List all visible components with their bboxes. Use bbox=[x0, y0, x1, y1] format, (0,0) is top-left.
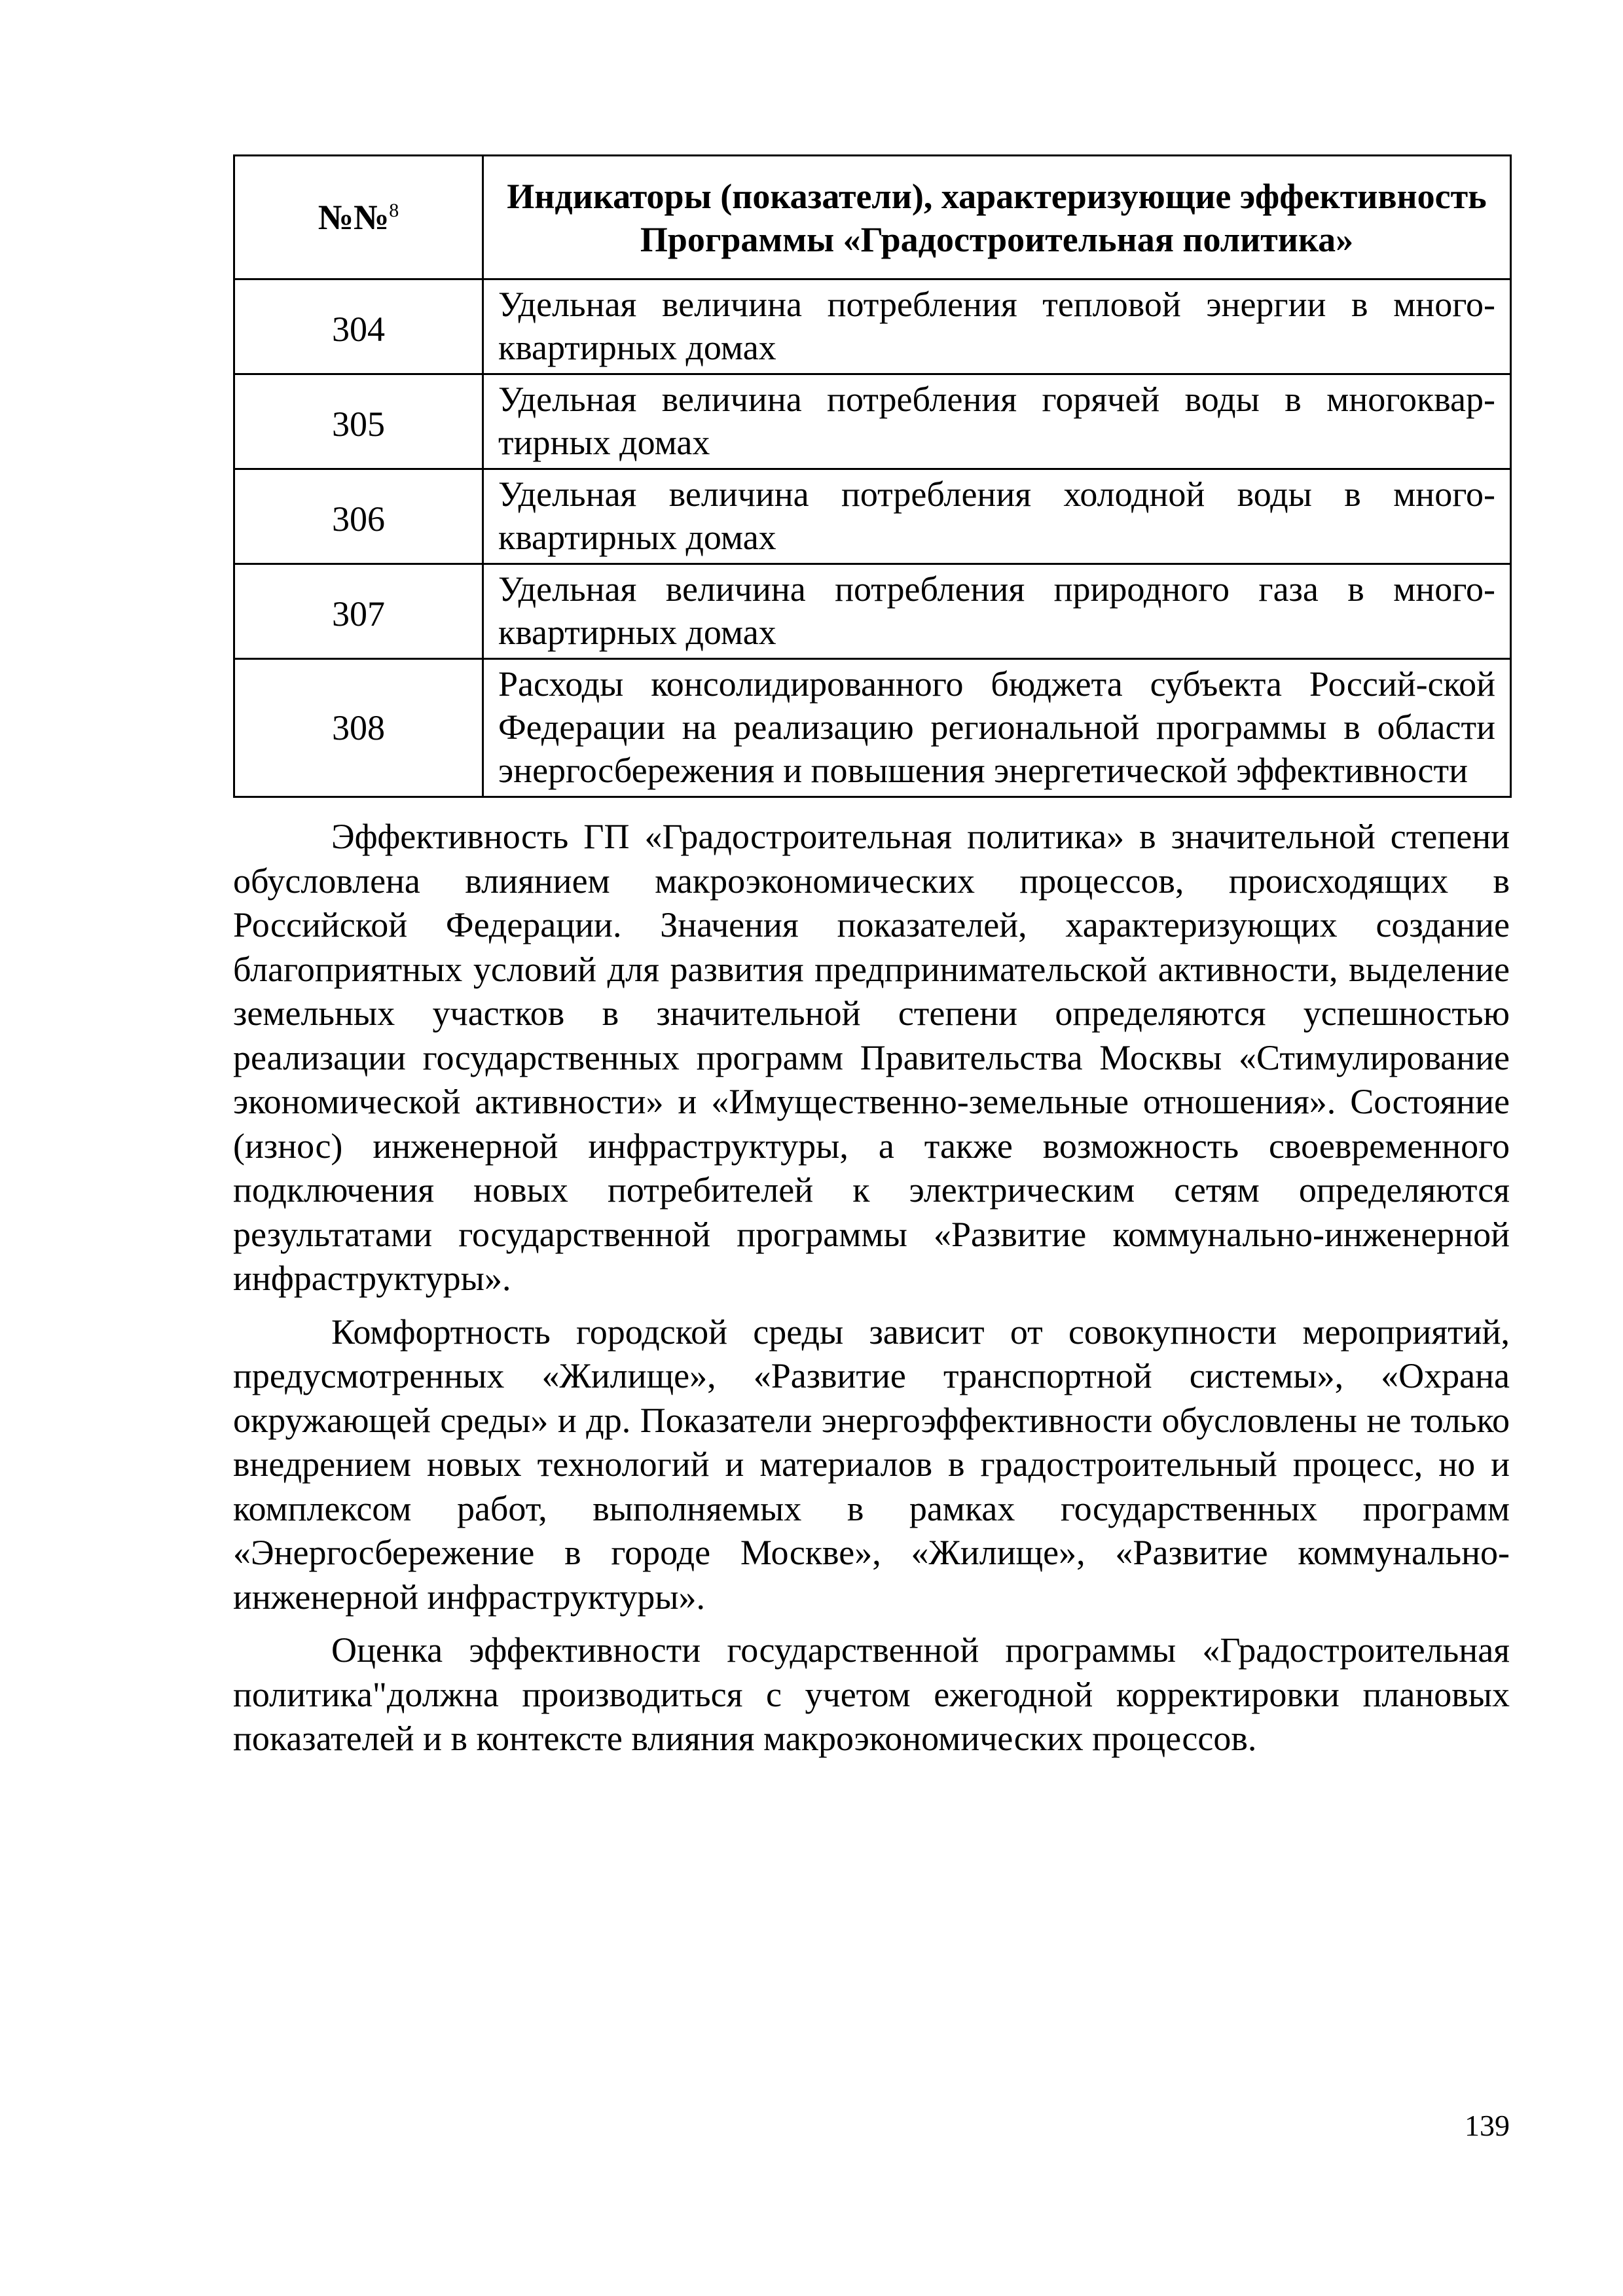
row-indicator-text: Удельная величина потребления горячей воды в многоквар-тирных домах bbox=[483, 374, 1511, 469]
table-row bbox=[234, 374, 1511, 469]
row-indicator-text: Удельная величина потребления холодной воды в много-квартирных домах bbox=[483, 469, 1511, 564]
table-row bbox=[234, 659, 1511, 797]
paragraph: Комфортность городской среды зависит от совокупности мероприятий, предусмотренных «Жилище», «Развитие транспортной системы», «Охрана окружающей среды» и др. Показатели энергоэффективности обусловлены не только внедрением новых технологий и материалов в градостроительный процесс, но и комплексом работ, выполняемых в рамках государственных программ «Энергосбережение в городе Москве», «Жилище», «Развитие коммунально-инженерной инфраструктуры». bbox=[233, 1312, 1510, 1617]
number-column-header bbox=[234, 156, 483, 279]
indicators-table bbox=[233, 154, 1512, 798]
body-text bbox=[233, 815, 1510, 1761]
document-page bbox=[233, 154, 1510, 1770]
paragraph: Оценка эффективности государственной программы «Градостроительная политика"должна производиться с учетом ежегодной корректировки плановых показателей и в контексте влияния макроэкономических процессов. bbox=[233, 1630, 1510, 1758]
table-row bbox=[234, 279, 1511, 374]
table-row bbox=[234, 564, 1511, 659]
row-number: 307 bbox=[234, 564, 483, 659]
row-number: 306 bbox=[234, 469, 483, 564]
row-indicator-text: Расходы консолидированного бюджета субъекта Россий-ской Федерации на реализацию региональной программы в области энергосбережения и повышения энергетической эффективности bbox=[483, 659, 1511, 797]
table-row bbox=[234, 469, 1511, 564]
paragraph: Эффективность ГП «Градостроительная политика» в значительной степени обусловлена влиянием макроэкономических процессов, происходящих в Российской Федерации. Значения показателей, характеризующих создание благоприятных условий для развития предпринимательской активности, выделение земельных участков в значительной степени определяются успешностью реализации государственных программ Правительства Москвы «Стимулирование экономической активности» и «Имущественно-земельные отношения». Состояние (износ) инженерной инфраструктуры, а также возможность своевременного подключения новых потребителей к электрическим сетям определяются результатами государственной программы «Развитие коммунально-инженерной инфраструктуры». bbox=[233, 817, 1510, 1298]
indicator-header-line-1: Индикаторы (показатели), характеризующие эффективность bbox=[507, 177, 1487, 216]
row-number: 308 bbox=[234, 659, 483, 797]
row-indicator-text: Удельная величина потребления тепловой энергии в много-квартирных домах bbox=[483, 279, 1511, 374]
footnote-marker: 8 bbox=[389, 200, 399, 221]
row-indicator-text: Удельная величина потребления природного газа в много-квартирных домах bbox=[483, 564, 1511, 659]
row-number: 304 bbox=[234, 279, 483, 374]
page-number: 139 bbox=[1465, 2109, 1510, 2142]
row-number: 305 bbox=[234, 374, 483, 469]
table-header-row bbox=[234, 156, 1511, 279]
number-header-label: №№ bbox=[318, 198, 390, 237]
indicator-header-line-2: Программы «Градостроительная политика» bbox=[640, 220, 1354, 259]
indicator-column-header bbox=[483, 156, 1511, 279]
